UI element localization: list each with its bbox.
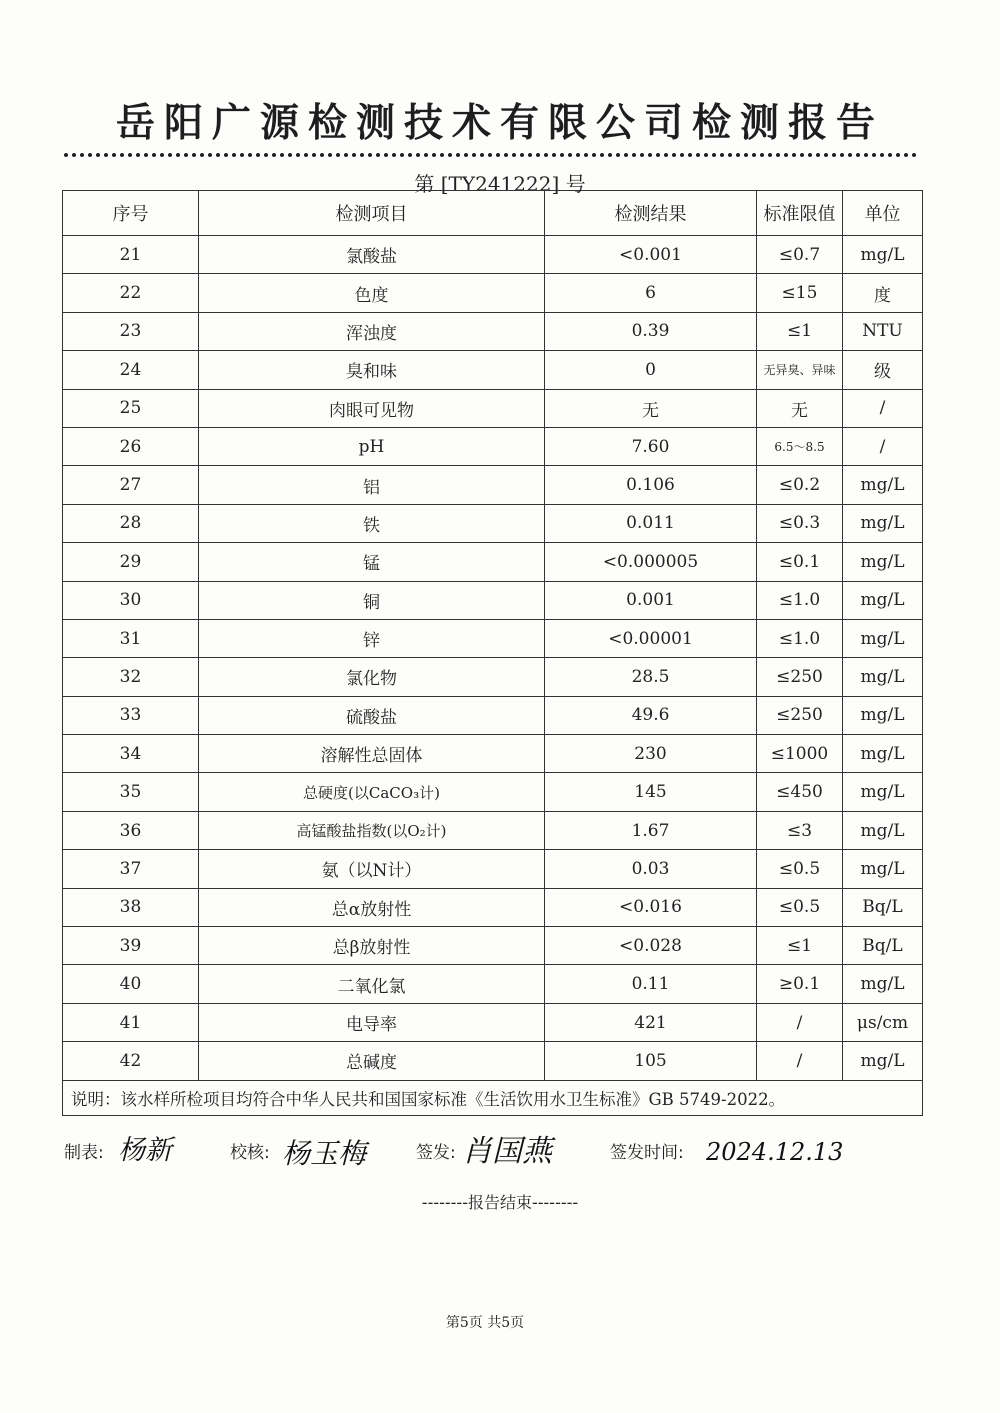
- row-limit: ≤250: [757, 696, 843, 734]
- row-result: <0.001: [545, 236, 757, 274]
- row-item: 氨（以N计）: [199, 850, 545, 888]
- col-header-limit: 标准限值: [757, 191, 843, 236]
- row-unit: /: [843, 427, 923, 465]
- row-result: 230: [545, 735, 757, 773]
- row-number: 41: [63, 1003, 199, 1041]
- row-limit: ≤0.5: [757, 850, 843, 888]
- table-row: [63, 965, 923, 1003]
- row-limit: ≤1.0: [757, 581, 843, 619]
- row-number: 28: [63, 504, 199, 542]
- row-item: 锰: [199, 543, 545, 581]
- row-unit: mg/L: [843, 543, 923, 581]
- row-limit: ≤15: [757, 274, 843, 312]
- row-item: 氯化物: [199, 658, 545, 696]
- row-unit: mg/L: [843, 581, 923, 619]
- prepared-by-signature: 杨新: [118, 1135, 172, 1166]
- row-result: <0.016: [545, 888, 757, 926]
- row-number: 35: [63, 773, 199, 811]
- approved-by-signature: 肖国燕: [462, 1134, 552, 1169]
- row-limit: ≤450: [757, 773, 843, 811]
- row-number: 39: [63, 927, 199, 965]
- row-result: 49.6: [545, 696, 757, 734]
- row-limit: ≤1.0: [757, 619, 843, 657]
- row-unit: mg/L: [843, 735, 923, 773]
- row-result: 7.60: [545, 427, 757, 465]
- table-row: [63, 389, 923, 427]
- row-item: 总α放射性: [199, 888, 545, 926]
- report-end-marker: --------报告结束--------: [421, 1193, 579, 1212]
- row-result: 0.106: [545, 466, 757, 504]
- row-limit: 无: [757, 389, 843, 427]
- table-row: [63, 351, 923, 389]
- row-item: 二氧化氯: [199, 965, 545, 1003]
- row-result: 28.5: [545, 658, 757, 696]
- row-limit: ≤0.2: [757, 466, 843, 504]
- row-result: 0: [545, 351, 757, 389]
- row-number: 42: [63, 1042, 199, 1080]
- conclusion-note: 说明：该水样所检项目均符合中华人民共和国国家标准《生活饮用水卫生标准》GB 5749-2022。: [63, 1080, 923, 1115]
- row-limit: 无异臭、异味: [757, 351, 843, 389]
- dotted-divider: [62, 152, 920, 158]
- row-number: 36: [63, 811, 199, 849]
- row-item: 臭和味: [199, 351, 545, 389]
- row-unit: mg/L: [843, 1042, 923, 1080]
- table-row: [63, 735, 923, 773]
- table-row: [63, 811, 923, 849]
- row-limit: ≤1000: [757, 735, 843, 773]
- row-unit: mg/L: [843, 965, 923, 1003]
- checked-by-label: 校核:: [230, 1143, 270, 1163]
- row-number: 38: [63, 888, 199, 926]
- row-item: 硫酸盐: [199, 696, 545, 734]
- row-number: 24: [63, 351, 199, 389]
- table-row: [63, 581, 923, 619]
- results-table: [62, 190, 923, 1116]
- row-number: 40: [63, 965, 199, 1003]
- row-result: 0.03: [545, 850, 757, 888]
- row-result: <0.00001: [545, 619, 757, 657]
- row-result: <0.000005: [545, 543, 757, 581]
- issue-date-handwritten: 2024.12.13: [706, 1138, 844, 1166]
- row-limit: ≤0.5: [757, 888, 843, 926]
- row-unit: mg/L: [843, 696, 923, 734]
- table-row: [63, 773, 923, 811]
- row-unit: 度: [843, 274, 923, 312]
- row-limit: ≤250: [757, 658, 843, 696]
- report-number: 第 [TY241222] 号: [414, 172, 586, 196]
- page-number: 第5页 共5页: [445, 1315, 525, 1331]
- row-result: 0.001: [545, 581, 757, 619]
- row-result: 145: [545, 773, 757, 811]
- row-limit: 6.5～8.5: [757, 427, 843, 465]
- table-row: [63, 427, 923, 465]
- table-row: [63, 658, 923, 696]
- row-result: 0.11: [545, 965, 757, 1003]
- row-limit: ≤1: [757, 927, 843, 965]
- table-row: [63, 543, 923, 581]
- report-title: 岳阳广源检测技术有限公司检测报告: [115, 101, 884, 146]
- row-limit: ≤3: [757, 811, 843, 849]
- table-row: [63, 312, 923, 350]
- row-item: pH: [199, 427, 545, 465]
- row-unit: Bq/L: [843, 888, 923, 926]
- table-row: [63, 619, 923, 657]
- row-result: 0.011: [545, 504, 757, 542]
- row-number: 31: [63, 619, 199, 657]
- row-unit: NTU: [843, 312, 923, 350]
- row-number: 26: [63, 427, 199, 465]
- row-unit: mg/L: [843, 619, 923, 657]
- row-limit: ≤0.7: [757, 236, 843, 274]
- table-row: [63, 504, 923, 542]
- row-unit: mg/L: [843, 773, 923, 811]
- row-unit: mg/L: [843, 236, 923, 274]
- col-header-no: 序号: [63, 191, 199, 236]
- row-number: 29: [63, 543, 199, 581]
- row-number: 23: [63, 312, 199, 350]
- row-result: 无: [545, 389, 757, 427]
- table-row: [63, 888, 923, 926]
- row-limit: ≤1: [757, 312, 843, 350]
- row-item: 铝: [199, 466, 545, 504]
- table-row: [63, 696, 923, 734]
- row-item: 铜: [199, 581, 545, 619]
- row-unit: mg/L: [843, 850, 923, 888]
- row-result: <0.028: [545, 927, 757, 965]
- approved-by-label: 签发:: [416, 1143, 456, 1163]
- row-limit: /: [757, 1042, 843, 1080]
- row-result: 0.39: [545, 312, 757, 350]
- row-limit: ≤0.3: [757, 504, 843, 542]
- row-unit: μs/cm: [843, 1003, 923, 1041]
- row-item: 铁: [199, 504, 545, 542]
- row-unit: mg/L: [843, 466, 923, 504]
- row-item: 总硬度(以CaCO₃计): [199, 773, 545, 811]
- table-row: [63, 850, 923, 888]
- table-row: [63, 466, 923, 504]
- row-number: 25: [63, 389, 199, 427]
- col-header-unit: 单位: [843, 191, 923, 236]
- row-number: 21: [63, 236, 199, 274]
- row-item: 电导率: [199, 1003, 545, 1041]
- row-item: 肉眼可见物: [199, 389, 545, 427]
- col-header-item: 检测项目: [199, 191, 545, 236]
- row-limit: ≥0.1: [757, 965, 843, 1003]
- row-result: 1.67: [545, 811, 757, 849]
- row-item: 高锰酸盐指数(以O₂计): [199, 811, 545, 849]
- row-item: 氯酸盐: [199, 236, 545, 274]
- row-item: 溶解性总固体: [199, 735, 545, 773]
- note-row: [63, 1080, 923, 1115]
- row-number: 32: [63, 658, 199, 696]
- table-row: [63, 1003, 923, 1041]
- row-limit: ≤0.1: [757, 543, 843, 581]
- row-unit: /: [843, 389, 923, 427]
- row-item: 浑浊度: [199, 312, 545, 350]
- row-unit: Bq/L: [843, 927, 923, 965]
- issue-date-label: 签发时间:: [610, 1143, 684, 1163]
- row-unit: 级: [843, 351, 923, 389]
- row-number: 30: [63, 581, 199, 619]
- table-header-row: [63, 191, 923, 236]
- table-row: [63, 236, 923, 274]
- row-number: 34: [63, 735, 199, 773]
- checked-by-signature: 杨玉梅: [282, 1137, 367, 1170]
- row-result: 421: [545, 1003, 757, 1041]
- row-number: 22: [63, 274, 199, 312]
- table-row: [63, 274, 923, 312]
- row-item: 色度: [199, 274, 545, 312]
- row-number: 27: [63, 466, 199, 504]
- col-header-result: 检测结果: [545, 191, 757, 236]
- row-number: 33: [63, 696, 199, 734]
- row-result: 6: [545, 274, 757, 312]
- row-item: 总β放射性: [199, 927, 545, 965]
- row-result: 105: [545, 1042, 757, 1080]
- table-row: [63, 927, 923, 965]
- row-item: 总碱度: [199, 1042, 545, 1080]
- row-number: 37: [63, 850, 199, 888]
- row-unit: mg/L: [843, 504, 923, 542]
- row-unit: mg/L: [843, 658, 923, 696]
- row-item: 锌: [199, 619, 545, 657]
- prepared-by-label: 制表:: [64, 1143, 104, 1163]
- row-unit: mg/L: [843, 811, 923, 849]
- table-row: [63, 1042, 923, 1080]
- row-limit: /: [757, 1003, 843, 1041]
